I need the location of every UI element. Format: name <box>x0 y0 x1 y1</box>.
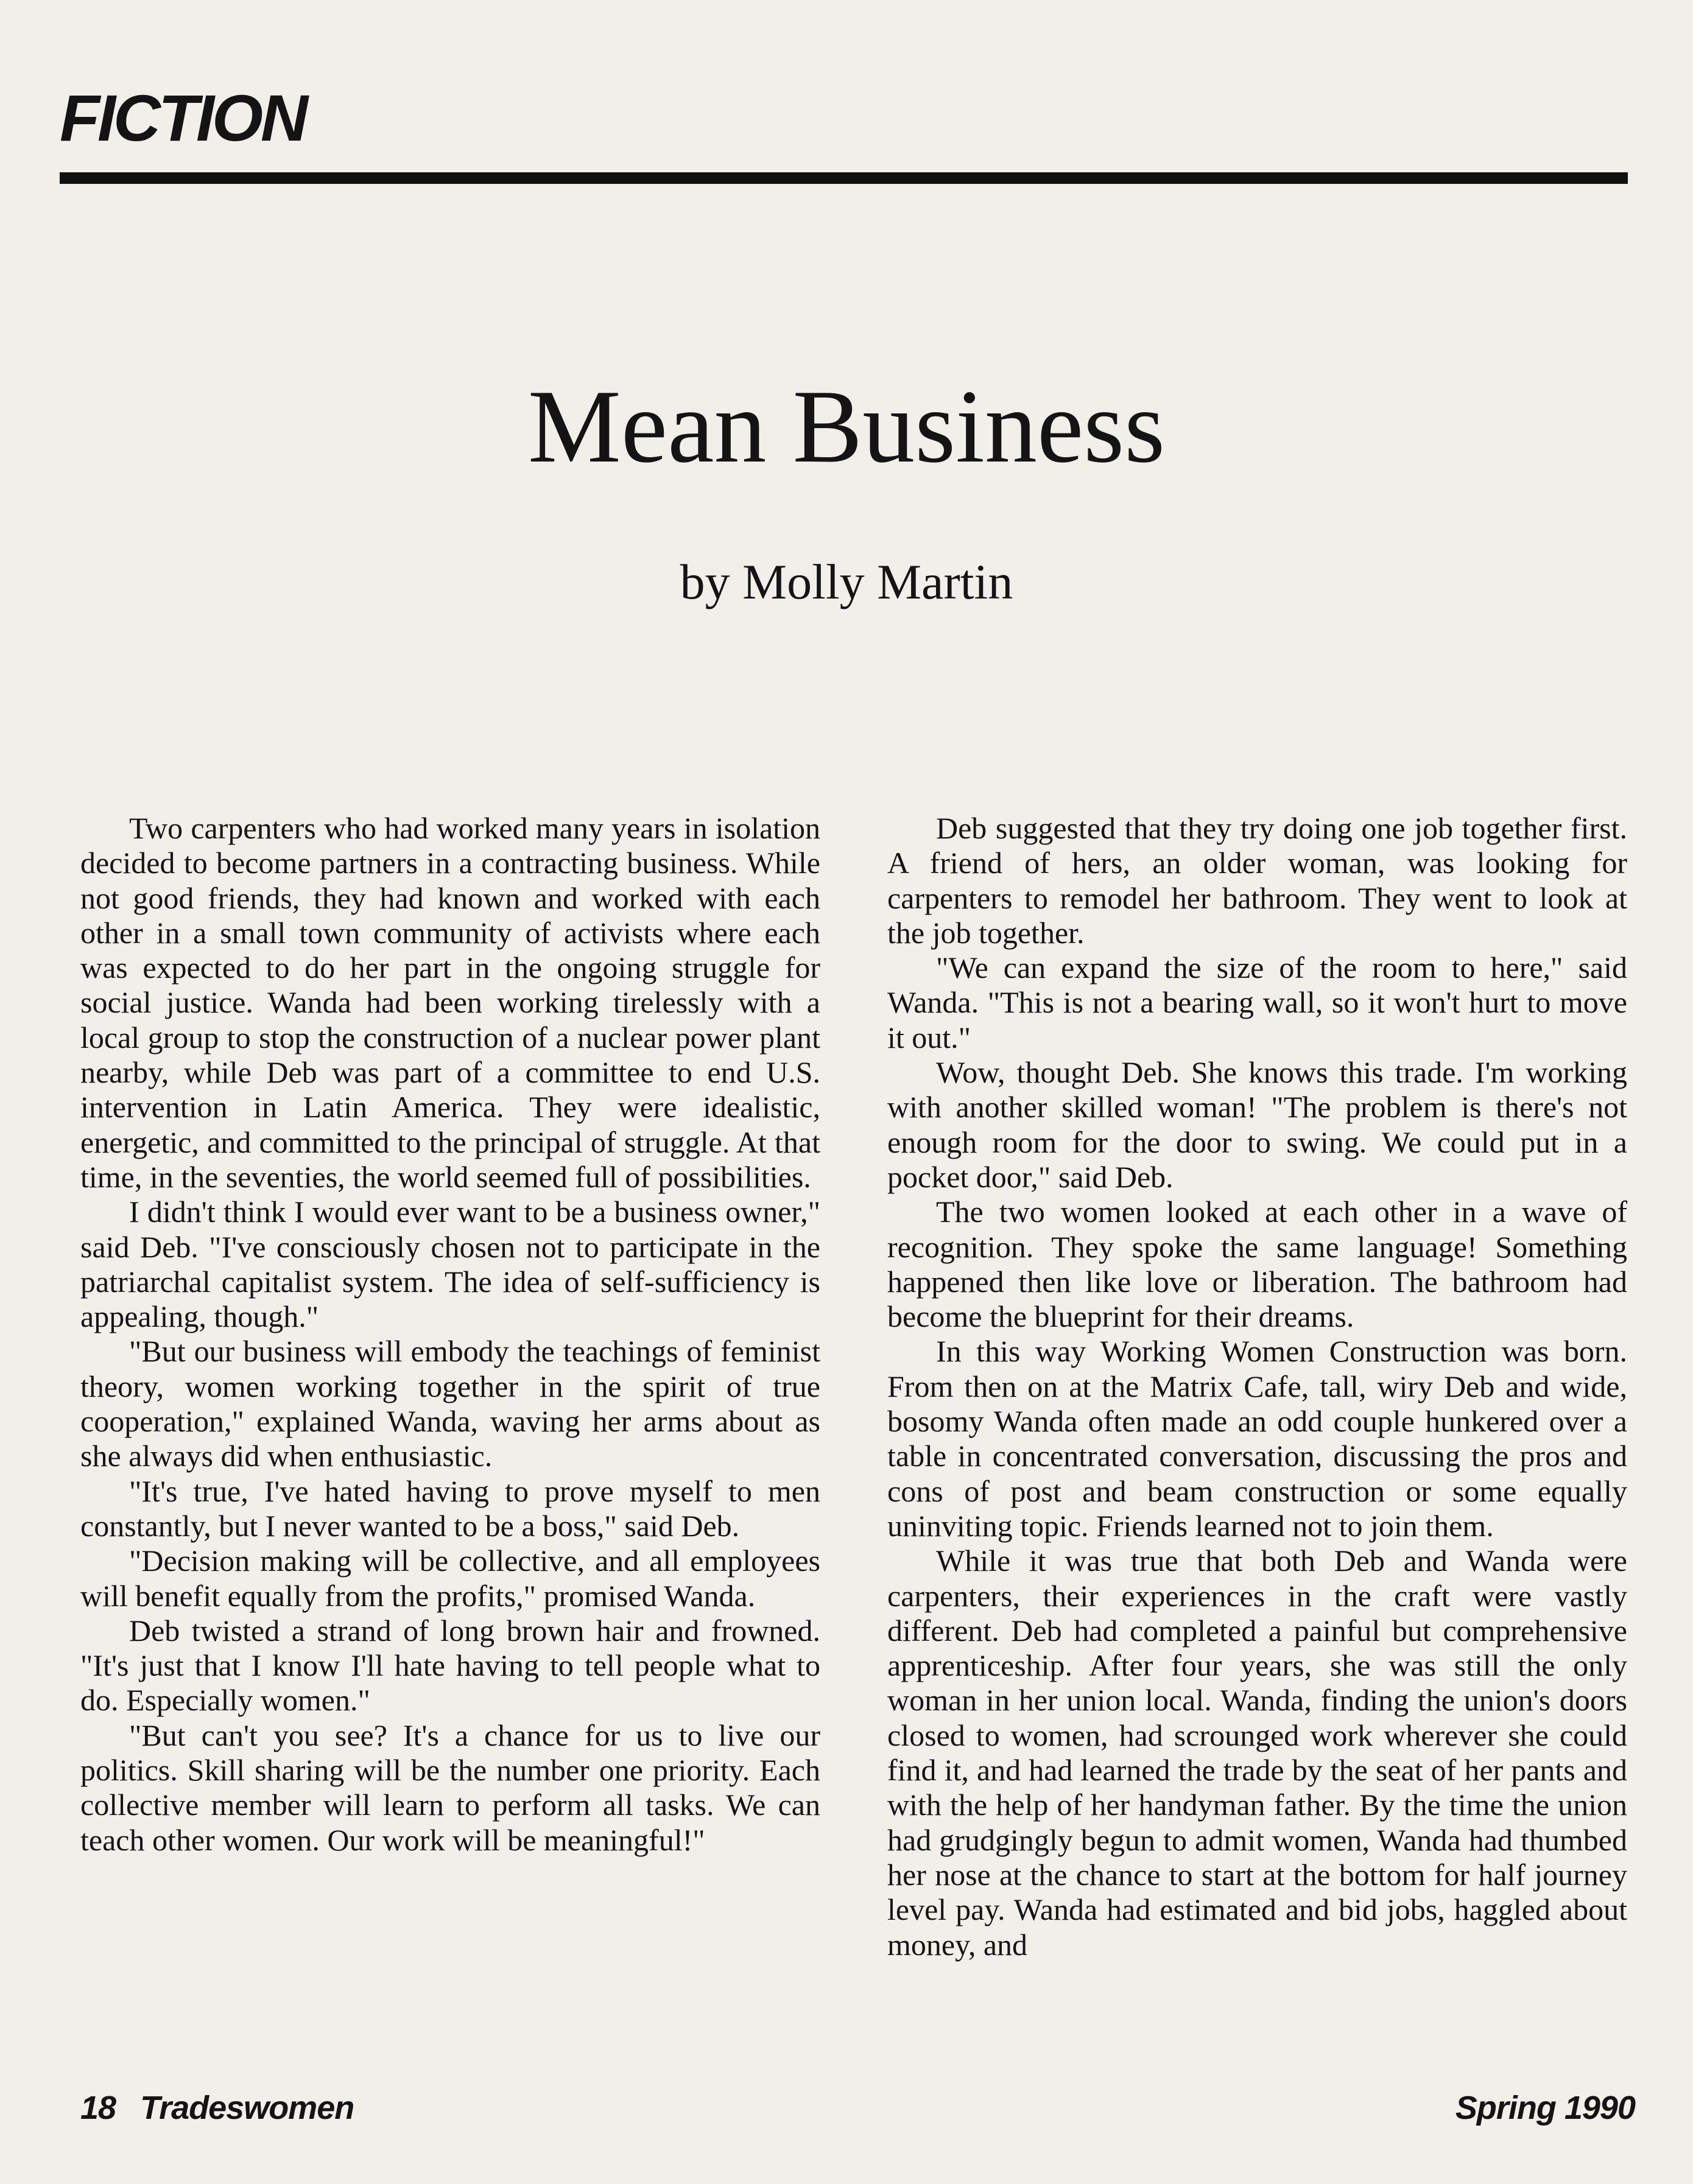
byline: by Molly Martin <box>680 554 1013 609</box>
paragraph: "Decision making will be collective, and all employees will benefit equally from the profits," promised Wanda. <box>80 1543 820 1613</box>
paragraph: Deb suggested that they try doing one job together first. A friend of hers, an older woman, was looking for carpenters to remodel her bathroom. They went to look at the job together. <box>887 811 1627 950</box>
paragraph: Wow, thought Deb. She knows this trade. I'm working with another skilled woman! "The problem is there's not enough room for the door to swing. We could put in a pocket door," said Deb. <box>887 1055 1627 1194</box>
footer-left <box>80 2091 354 2124</box>
paragraph: Two carpenters who had worked many years in isolation decided to become partners in a contracting business. While not good friends, they had known and worked with each other in a small town community of activists where each was expected to do her part in the ongoing struggle for social justice. Wanda had been working tirelessly with a local group to stop the construction of a nuclear power plant nearby, while Deb was part of a committee to end U.S. intervention in Latin America. They were idealistic, energetic, and committed to the principal of struggle. At that time, in the seventies, the world seemed full of possibilities. <box>80 811 820 1194</box>
paragraph: The two women looked at each other in a wave of recognition. They spoke the same language! Something happened then like love or liberation. The bathroom had become the blueprint for their dreams. <box>887 1195 1627 1334</box>
right-column <box>887 811 1627 1962</box>
left-column <box>80 811 820 1858</box>
paragraph: I didn't think I would ever want to be a business owner," said Deb. "I've consciously chosen not to participate in the patriarchal capitalist system. The idea of self-sufficiency is appealing, though." <box>80 1195 820 1334</box>
header-rule <box>60 172 1628 184</box>
paragraph: "It's true, I've hated having to prove myself to men constantly, but I never wanted to be a boss," said Deb. <box>80 1473 820 1543</box>
publication-name: Tradeswomen <box>140 2090 354 2126</box>
paragraph: In this way Working Women Construction was born. From then on at the Matrix Cafe, tall, wiry Deb and wide, bosomy Wanda often made an odd couple hunkered over a table in concentrated conversation, discussing the pros and cons of post and beam construction or some equally uninviting topic. Friends learned not to join them. <box>887 1334 1627 1543</box>
section-label: FICTION <box>60 81 306 155</box>
paragraph: Deb twisted a strand of long brown hair and frowned. "It's just that I know I'll hate having to tell people what to do. Especially women." <box>80 1613 820 1718</box>
paragraph: "We can expand the size of the room to here," said Wanda. "This is not a bearing wall, so it won't hurt to move it out." <box>887 950 1627 1055</box>
paragraph: "But can't you see? It's a chance for us to live our politics. Skill sharing will be the number one priority. Each collective member will learn to perform all tasks. We can teach other women. Our work will be meaningful!" <box>80 1718 820 1857</box>
page-number: 18 <box>80 2090 116 2126</box>
paragraph: "But our business will embody the teachings of feminist theory, women working together in the spirit of true cooperation," explained Wanda, waving her arms about as she always did when enthusiastic. <box>80 1334 820 1473</box>
paragraph: While it was true that both Deb and Wanda were carpenters, their experiences in the craft were vastly different. Deb had completed a painful but comprehensive apprenticeship. After four years, she was still the only woman in her union local. Wanda, finding the union's doors closed to women, had scrounged work wherever she could find it, and had learned the trade by the seat of her pants and with the help of her handyman father. By the time the union had grudgingly begun to admit women, Wanda had thumbed her nose at the chance to start at the bottom for half journey level pay. Wanda had estimated and bid jobs, haggled about money, and <box>887 1543 1627 1962</box>
article-title: Mean Business <box>527 369 1166 485</box>
issue-date: Spring 1990 <box>1455 2090 1635 2126</box>
